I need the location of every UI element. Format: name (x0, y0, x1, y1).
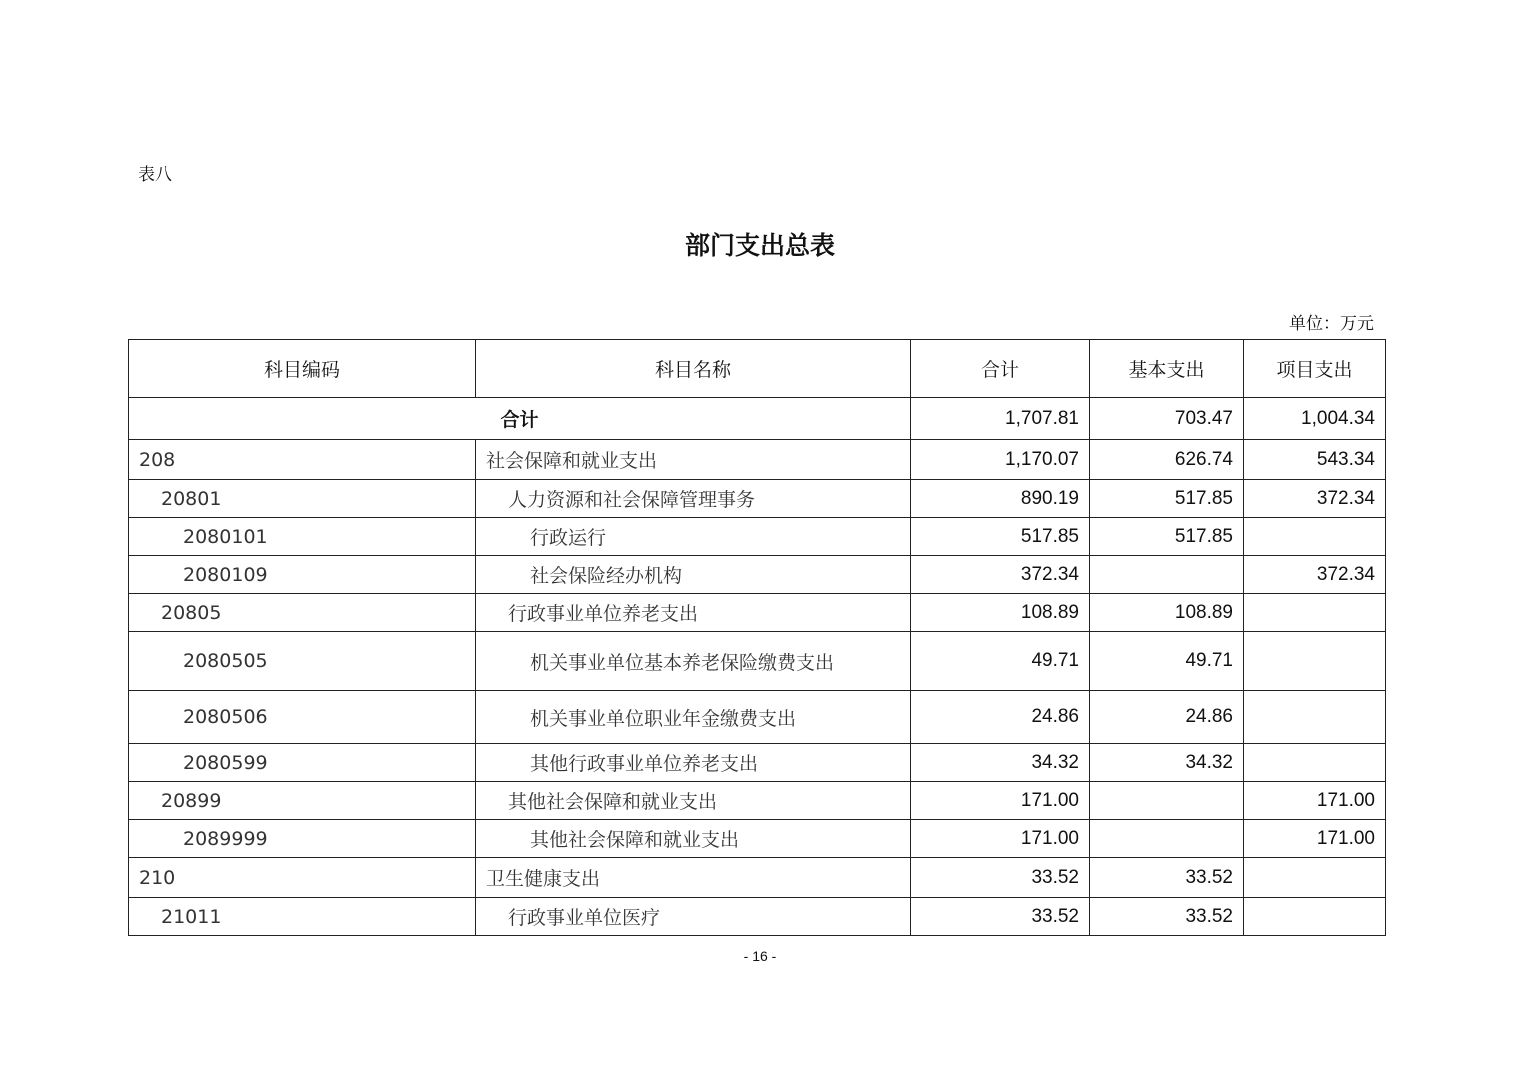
total-project: 1,004.34 (1244, 398, 1386, 440)
row-total: 890.19 (911, 480, 1090, 518)
row-name: 社会保障和就业支出 (476, 440, 911, 480)
row-project (1244, 594, 1386, 632)
expenditure-table (128, 339, 1386, 936)
row-name: 行政事业单位养老支出 (476, 594, 911, 632)
unit-label: 单位：万元 (1289, 314, 1374, 334)
row-project: 171.00 (1244, 782, 1386, 820)
row-total: 34.32 (911, 744, 1090, 782)
row-basic: 626.74 (1090, 440, 1244, 480)
row-total: 49.71 (911, 632, 1090, 691)
row-name: 机关事业单位基本养老保险缴费支出 (476, 632, 911, 691)
row-basic: 24.86 (1090, 691, 1244, 744)
row-basic: 517.85 (1090, 480, 1244, 518)
row-basic: 108.89 (1090, 594, 1244, 632)
table-row (129, 744, 1386, 782)
column-header-project: 项目支出 (1244, 340, 1386, 398)
table-row (129, 594, 1386, 632)
row-name: 其他社会保障和就业支出 (476, 782, 911, 820)
row-name: 其他行政事业单位养老支出 (476, 744, 911, 782)
row-code: 21011 (129, 898, 476, 936)
row-project (1244, 898, 1386, 936)
total-label: 合计 (129, 398, 911, 440)
table-total-row (129, 398, 1386, 440)
row-name: 行政事业单位医疗 (476, 898, 911, 936)
column-header-total: 合计 (911, 340, 1090, 398)
total-basic: 703.47 (1090, 398, 1244, 440)
row-total: 33.52 (911, 858, 1090, 898)
row-basic: 34.32 (1090, 744, 1244, 782)
row-project (1244, 518, 1386, 556)
table-row (129, 898, 1386, 936)
row-code: 210 (129, 858, 476, 898)
table-row (129, 440, 1386, 480)
table-row (129, 691, 1386, 744)
row-project (1244, 858, 1386, 898)
row-total: 33.52 (911, 898, 1090, 936)
table-row (129, 782, 1386, 820)
page-number: - 16 - (743, 948, 777, 964)
column-header-name: 科目名称 (476, 340, 911, 398)
row-name: 卫生健康支出 (476, 858, 911, 898)
row-code: 2089999 (129, 820, 476, 858)
table-row (129, 556, 1386, 594)
row-code: 2080109 (129, 556, 476, 594)
row-name: 机关事业单位职业年金缴费支出 (476, 691, 911, 744)
row-basic: 33.52 (1090, 858, 1244, 898)
row-code: 2080505 (129, 632, 476, 691)
row-project (1244, 632, 1386, 691)
row-code: 20801 (129, 480, 476, 518)
row-project: 372.34 (1244, 556, 1386, 594)
row-project (1244, 744, 1386, 782)
row-project (1244, 691, 1386, 744)
row-total: 108.89 (911, 594, 1090, 632)
page-title: 部门支出总表 (684, 231, 835, 260)
row-total: 171.00 (911, 782, 1090, 820)
row-basic (1090, 556, 1244, 594)
table-header-row (129, 340, 1386, 398)
table-row (129, 820, 1386, 858)
row-code: 20899 (129, 782, 476, 820)
row-code: 20805 (129, 594, 476, 632)
row-total: 517.85 (911, 518, 1090, 556)
table-label: 表八 (138, 165, 172, 185)
row-project: 372.34 (1244, 480, 1386, 518)
row-total: 24.86 (911, 691, 1090, 744)
column-header-basic: 基本支出 (1090, 340, 1244, 398)
row-basic: 517.85 (1090, 518, 1244, 556)
table-row (129, 480, 1386, 518)
row-name: 人力资源和社会保障管理事务 (476, 480, 911, 518)
row-name: 其他社会保障和就业支出 (476, 820, 911, 858)
row-code: 208 (129, 440, 476, 480)
row-code: 2080506 (129, 691, 476, 744)
row-basic (1090, 820, 1244, 858)
table-row (129, 632, 1386, 691)
table-row (129, 858, 1386, 898)
row-name: 社会保险经办机构 (476, 556, 911, 594)
row-basic: 49.71 (1090, 632, 1244, 691)
row-basic (1090, 782, 1244, 820)
row-project: 171.00 (1244, 820, 1386, 858)
row-code: 2080599 (129, 744, 476, 782)
column-header-code: 科目编码 (129, 340, 476, 398)
row-project: 543.34 (1244, 440, 1386, 480)
row-name: 行政运行 (476, 518, 911, 556)
row-total: 1,170.07 (911, 440, 1090, 480)
row-total: 372.34 (911, 556, 1090, 594)
row-total: 171.00 (911, 820, 1090, 858)
row-basic: 33.52 (1090, 898, 1244, 936)
table-row (129, 518, 1386, 556)
row-code: 2080101 (129, 518, 476, 556)
total-sum: 1,707.81 (911, 398, 1090, 440)
